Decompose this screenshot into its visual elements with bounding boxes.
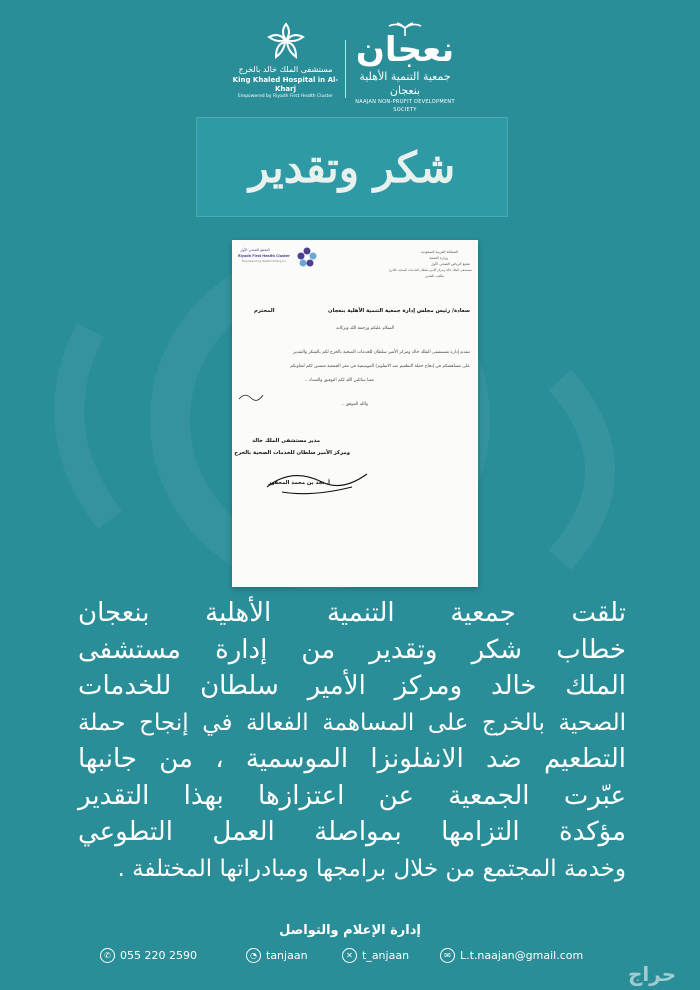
x-icon: ✕	[342, 948, 357, 963]
letter-addressee: سعادة/ رئيس مجلس إدارة جمعية التنمية الأهلية بنعجان	[327, 308, 470, 314]
letter-closing: والله الموفق ..	[341, 402, 368, 407]
whatsapp-icon: ✆	[100, 948, 115, 963]
watermark: حراج	[628, 962, 677, 986]
hospital-emblem-icon	[265, 20, 307, 62]
naajan-wordmark: نعجان	[355, 30, 455, 70]
body-line: التطعيم ضد الانفلونزا الموسمية ، من جانبها	[78, 744, 626, 774]
email-icon: ✉	[440, 948, 455, 963]
letter-cluster: تجمع الرياض الصحي الأول	[430, 262, 470, 266]
body-line: عبّرت الجمعية عن اعتزازها بهذا التقدير	[78, 780, 626, 811]
body-line: وخدمة المجتمع من خلال برامجها ومبادراتها المختلفة .	[117, 855, 626, 882]
phone-number: 055 220 2590	[120, 948, 197, 962]
letter-honorific: المحترم	[254, 308, 275, 314]
hospital-logo	[228, 20, 343, 100]
cluster-logo-en: Riyadh First Health Cluster	[238, 254, 290, 258]
letter-kingdom: المملكة العربية السعودية	[421, 250, 458, 254]
letter-ministry: وزارة الصحة	[429, 256, 448, 260]
body-line: الصحية بالخرج على المساهمة الفعالة في إنجاح حملة	[78, 709, 626, 736]
letter-para1: تتقدم إدارة مستشفى الملك خالد ومركز الأمير سلطان للخدمات الصحية بالخرج لكم بالشكر والتقدير	[293, 350, 470, 355]
snapchat-icon: ◔	[246, 948, 261, 963]
body-line: الملك خالد ومركز الأمير سلطان للخدمات	[78, 671, 626, 701]
footer-title: إدارة الإعلام والتواصل	[279, 923, 421, 938]
body-line: مؤكدة التزامها بمواصلة العمل التطوعي	[78, 817, 626, 847]
x-handle: t_anjaan	[362, 948, 410, 962]
letter-sign-title2: ومركز الأمير سلطان للخدمات الصحية بالخرج	[234, 450, 350, 456]
snapchat-handle: tanjaan	[266, 948, 308, 962]
hospital-subtitle-en: King Khaled Hospital in Al-Kharj	[232, 76, 339, 93]
cluster-logo-ar: التجمع الصحي الأول	[240, 248, 270, 252]
banner-title: شكر وتقدير	[248, 142, 456, 192]
naajan-subtitle-en: NAAJAN NON-PROFIT DEVELOPMENT SOCIETY	[355, 99, 455, 113]
announcement-text	[78, 595, 626, 887]
contact-snapchat[interactable]	[246, 945, 308, 965]
letter-office: مكتب المدير	[425, 274, 444, 278]
letter-hospital-line: مستشفى الملك خالد ومركز الأمير سلطان للخدمات الصحية بالخرج	[388, 268, 472, 272]
naajan-subtitle-ar: جمعية التنمية الأهلية بنعجان	[359, 70, 451, 97]
contact-phone[interactable]	[100, 945, 197, 965]
logo-divider	[345, 40, 346, 98]
body-line: تلقت جمعية التنمية الأهلية بنعجان	[78, 598, 626, 628]
cluster-logo-en2: Empowered by Health Holding Co.	[242, 260, 287, 263]
letter-sign-name: أ. نجد بن محمد المحفور	[268, 480, 330, 486]
contact-bar	[100, 945, 620, 965]
letter-greeting: السلام عليكم ورحمة الله وبركاته	[336, 326, 394, 331]
letter-para2: على مساهمتكم في إنجاح حملة التطعيم ضد الانفلونزا الموسمية في مقر الجمعية متمنين لكم لتعاونكم	[290, 364, 470, 369]
letter-para3: معنا سائلين الله لكم التوفيق والسداد ..	[304, 378, 374, 383]
title-banner	[196, 117, 508, 217]
cluster-logo-icon	[296, 246, 318, 268]
contact-email[interactable]	[440, 945, 583, 965]
naajan-logo	[350, 22, 460, 114]
thank-you-letter	[232, 240, 478, 587]
letter-sign-title1: مدير مستشفى الملك خالد	[252, 438, 320, 444]
email-address: L.t.naajan@gmail.com	[460, 948, 584, 962]
body-line: خطاب شكر وتقدير من إدارة مستشفى	[78, 634, 626, 665]
contact-x[interactable]	[342, 945, 409, 965]
hospital-subtitle-ar: مستشفى الملك خالد بالخرج	[238, 65, 333, 74]
hospital-subtitle-en2: Empowered by Riyadh First Health Cluster	[237, 94, 334, 99]
signature-mark-icon	[237, 390, 265, 404]
